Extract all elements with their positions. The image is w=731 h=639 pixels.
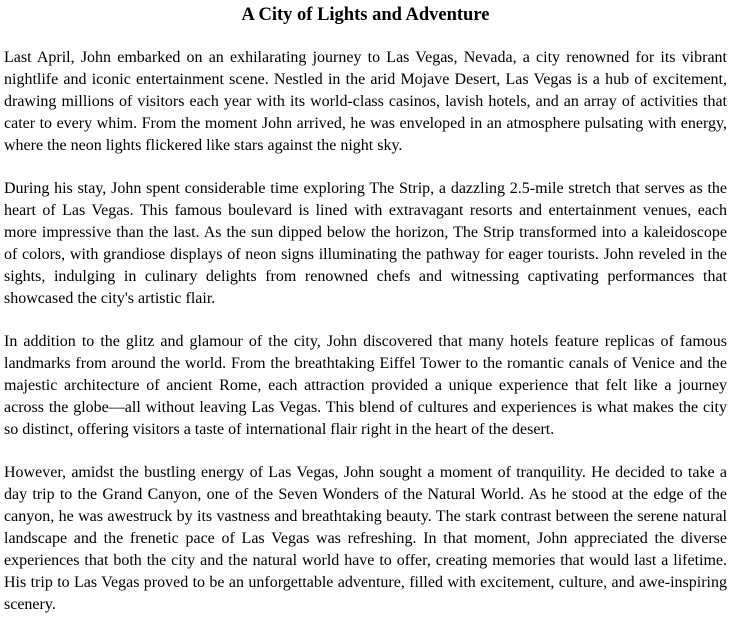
- paragraph-3: In addition to the glitz and glamour of the city, John discovered that many hotels feature replicas of famous landmarks from around the world. From the breathtaking Eiffel Tower to the romantic canals of Venice and the majestic architecture of ancient Rome, each attraction provided a unique experience that felt like a journey across the globe—all without leaving Las Vegas. This blend of cultures and experiences is what makes the city so distinct, offering visitors a taste of international flair right in the heart of the desert.: [4, 333, 727, 438]
- paragraph-1: Last April, John embarked on an exhilarating journey to Las Vegas, Nevada, a city renowned for its vibrant nightlife and iconic entertainment scene. Nestled in the arid Mojave Desert, Las Vegas is a hub of excitement, drawing millions of visitors each year with its world-class casinos, lavish hotels, and an array of activities that cater to every whim. From the moment John arrived, he was enveloped in an atmosphere pulsating with energy, where the neon lights flickered like stars against the night sky.: [4, 49, 727, 154]
- document-title: A City of Lights and Adventure: [241, 5, 490, 25]
- paragraph-4: However, amidst the bustling energy of Las Vegas, John sought a moment of tranquility. He decided to take a day trip to the Grand Canyon, one of the Seven Wonders of the Natural World. As he stood at the edge of the canyon, he was awestruck by its vastness and breathtaking beauty. The stark contrast between the serene natural landscape and the frenetic pace of Las Vegas was refreshing. In that moment, John appreciated the diverse experiences that both the city and the natural world have to offer, creating memories that would last a lifetime. His trip to Las Vegas proved to be an unforgettable adventure, filled with excitement, culture, and awe-inspiring scenery.: [4, 464, 727, 613]
- paragraph-2: During his stay, John spent considerable time exploring The Strip, a dazzling 2.5-mile stretch that serves as the heart of Las Vegas. This famous boulevard is lined with extravagant resorts and entertainment venues, each more impressive than the last. As the sun dipped below the horizon, The Strip transformed into a kaleidoscope of colors, with grandiose displays of neon signs illuminating the pathway for eager tourists. John reveled in the sights, indulging in culinary delights from renowned chefs and witnessing captivating performances that showcased the city's artistic flair.: [4, 180, 727, 307]
